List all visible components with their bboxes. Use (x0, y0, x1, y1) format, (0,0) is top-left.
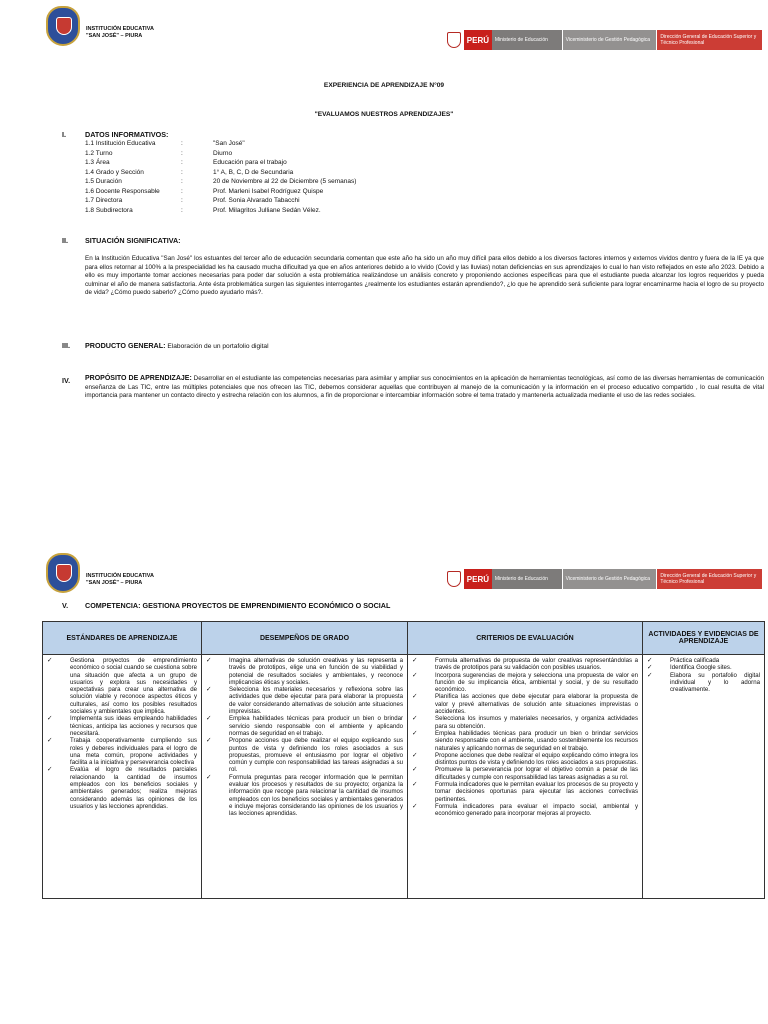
list-item: ✓ Formula indicadores para evaluar el impacto social, ambiental y económico generado para incorporar mejoras al proyecto. (412, 803, 638, 818)
info-key: 1.6 Docente Responsable (85, 187, 160, 195)
table-header-row (43, 622, 765, 655)
info-key: 1.5 Duración (85, 178, 122, 185)
minedu-banner (444, 30, 762, 50)
info-value: "San José" (213, 140, 245, 147)
section-3-number: III. (62, 341, 70, 350)
info-value: Prof. Sonia Alvarado Tabacchi (213, 197, 300, 204)
list-item: ✓ Formula preguntas para recoger información que le permitan evaluar los procesos y resultados de su proyecto; organiza la información que recoge para relacionar la cantidad de insumos empleados con los beneficios sociales y ambientales generados e incluye mejoras considerando las opiniones de los usuarios y las lecciones aprendidas. (206, 774, 403, 818)
section-5-number: V. (62, 601, 69, 610)
info-value: 1° A, B, C, D de Secundaria (213, 168, 294, 176)
list-item: ✓ Incorpora sugerencias de mejora y selecciona una propuesta de valor en función de su implicancia ética, ambiental y social, y de su resultado económico. (412, 672, 638, 694)
header-actividades: ACTIVIDADES Y EVIDENCIAS DE APRENDIZAJE (643, 622, 765, 655)
desempenos-cell (202, 655, 408, 899)
situacion-text: En la Institución Educativa "San José" los estuantes del tercer año de educación secundaria comentan que este año ha sido un año muy difícil para ellos debido a los diversos factores internos y externos vividos dentro y fuera de la IE ya que para ellos retornar al 100% a la prespecialidad les ha causado mucha dificultad ya que en años anteriores debido a lo vivido (Covid y las lluvias) notan deficiencias en sus aprendizajes lo cual lo han visto reflejados en este año 2023. Debido a ello es muy importante tomar acciones necesarias para poder dar solución a esta problemática realizándose un análisis concreto y proponiendo acciones específicas para que el estudiante pueda alcanzar los logros requeridos y pueda culminar el año de manera satisfactoria. Ante ésta problemática surgen las siguientes interrogantes ¿realmente los estudiantes estarán aprendiendo?, ¿lo que he aprendido será suficiente para lograr encaminarme hacia el logro de su proyecto de vida? ¿Cómo puedo saberlo? ¿Cómo puedo ayudarlo más?. (85, 255, 764, 296)
document-title: EXPERIENCIA DE APRENDIZAJE N°09 (323, 82, 445, 89)
peru-shield-icon (444, 569, 464, 589)
viceministry-label: Viceministerio de Gestión Pedagógica (563, 569, 657, 589)
direction-label: Dirección General de Educación Superior y Técnico Profesional (657, 569, 762, 589)
section-2-title: SITUACIÓN SIGNIFICATIVA: (85, 236, 181, 245)
info-value: Diurno (213, 149, 233, 157)
info-key: 1.4 Grado y Sección (85, 168, 144, 176)
document-subtitle: "EVALUAMOS NUESTROS APRENDIZAJES" (314, 111, 454, 118)
header-desempenos: DESEMPEÑOS DE GRADO (202, 622, 408, 655)
estandares-list (47, 657, 197, 810)
info-separator: : (181, 168, 183, 176)
minedu-banner (444, 569, 762, 589)
school-name: INSTITUCIÓN EDUCATIVA "SAN JOSÉ" – PIURA (86, 26, 154, 39)
section-1-number: I. (62, 130, 66, 139)
actividades-list (647, 657, 760, 693)
section-5-title: COMPETENCIA: GESTIONA PROYECTOS DE EMPRENDIMIENTO ECONÓMICO O SOCIAL (85, 601, 391, 610)
list-item: ✓ Evalúa el logro de resultados parciales relacionando la cantidad de insumos empleados con los beneficios sociales y ambientales generados; realiza mejoras considerando además las opiniones de los usuarios y las lecciones aprendidas. (47, 766, 197, 810)
page-header-1 (0, 0, 768, 48)
header-criterios: CRITERIOS DE EVALUACIÓN (408, 622, 643, 655)
info-separator: : (181, 206, 183, 214)
producto-general: PRODUCTO GENERAL: Elaboración de un portafolio digital (85, 341, 269, 350)
list-item: ✓ Formula indicadores que le permitan evaluar los procesos de su proyecto y tomar decisiones oportunas para ejecutar las acciones correctivas pertinentes. (412, 781, 638, 803)
info-value: 20 de Noviembre al 22 de Diciembre (5 semanas) (213, 178, 357, 185)
peru-shield-icon (444, 30, 464, 50)
peru-label: PERÚ (464, 30, 492, 50)
info-separator: : (181, 149, 183, 157)
page-header-2 (0, 547, 768, 595)
list-item: ✓ Selecciona los insumos y materiales necesarios, y organiza actividades para su obtención. (412, 715, 638, 730)
list-item: ✓ Emplea habilidades técnicas para producir un bien o brindar servicio siendo responsable con el ambiente y aplicando normas de seguridad en el trabajo. (206, 715, 403, 737)
criterios-list (412, 657, 638, 818)
school-crest-icon (46, 6, 80, 46)
info-value: Prof. Milagritos Julliane Sedán Vélez. (213, 206, 321, 214)
desempenos-list (206, 657, 403, 818)
table-row (43, 655, 765, 899)
ministry-label: Ministerio de Educación (492, 569, 562, 589)
info-key: 1.7 Directora (85, 197, 123, 204)
info-key: 1.2 Turno (85, 149, 113, 157)
info-key: 1.8 Subdirectora (85, 206, 133, 214)
list-item: ✓ Promueve la perseverancia por lograr el objetivo común a pesar de las dificultades y cumple con responsabilidad las tareas asignadas a su rol. (412, 766, 638, 781)
info-separator: : (181, 178, 183, 185)
peru-label: PERÚ (464, 569, 492, 589)
criterios-cell (408, 655, 643, 899)
info-separator: : (181, 159, 183, 166)
list-item: ✓ Trabaja cooperativamente cumpliendo sus roles y deberes individuales para el logro de una meta común, propone actividades y facilita a la iniciativa y perseverancia colectiva (47, 737, 197, 766)
info-value: Educación para el trabajo (213, 159, 287, 166)
list-item: ✓ Práctica calificada (647, 657, 760, 664)
header-estandares: ESTÁNDARES DE APRENDIZAJE (43, 622, 202, 655)
list-item: ✓ Propone acciones que debe realizar el equipo explicando sus puntos de vista y definiendo los roles asociados a sus propuestas, promueve el entusiasmo por lograr el objetivo común y cumple con responsabilidad las tareas asignadas a su rol. (206, 737, 403, 773)
info-value: Prof. Marleni Isabel Rodríguez Quispe (213, 187, 324, 195)
list-item: ✓ Imagina alternativas de solución creativas y las representa a través de prototipos, elige una en función de su viabilidad y potencial de resultados sociales y ambientales, y reconoce implicancias éticas y sociales. (206, 657, 403, 686)
list-item: ✓ Identifica Google sites. (647, 664, 760, 671)
list-item: ✓ Selecciona los materiales necesarios y reflexiona sobre las actividades que debe ejecutar para para elaborar la propuesta de valor considerando alternativas de solución ante situaciones imprevistas. (206, 686, 403, 715)
actividades-cell (643, 655, 765, 899)
list-item: ✓ Propone acciones que debe realizar el equipo explicando cómo integra los distintos puntos de vista y definiendo los roles asociados a sus propuestas. (412, 752, 638, 767)
list-item: ✓ Implementa sus ideas empleando habilidades técnicas, anticipa las acciones y recursos que necesitará. (47, 715, 197, 737)
viceministry-label: Viceministerio de Gestión Pedagógica (563, 30, 657, 50)
list-item: ✓ Emplea habilidades técnicas para producir un bien o brindar servicios siendo responsable con el ambiente, usando sosteniblemente los recursos naturales y aplicando normas de seguridad en el trabajo. (412, 730, 638, 752)
proposito-text: PROPÓSITO DE APRENDIZAJE: Desarrollar en el estudiante las competencias necesarias para asimilar y ampliar sus conocimientos en la aplicación de herramientas tecnológicas, así como de las diversas herramientas de comunicación enseñanza de Las TIC, entre las múltiples potenciales que nos ofrecen las TIC, debemos considerar aquellas que contribuyen al manejo de la comunicación y la información en el proceso educativo compartido , lo cual resulta de vital importancia para mantener un contacto directo y estrecha relación con los alumnos, a fin de proporcionar e intercambiar información sobre el tema tratado y mantenerla actualizada mediante el uso de las redes sociales. (85, 375, 765, 399)
school-name: INSTITUCIÓN EDUCATIVA "SAN JOSÉ" – PIURA (86, 573, 154, 586)
info-key: 1.1 Institución Educativa (85, 140, 156, 147)
list-item: ✓ Planifica las acciones que debe ejecutar para elaborar la propuesta de valor y prevé alternativas de solución ante situaciones imprevistas o accidentes. (412, 693, 638, 715)
list-item: ✓ Elabora su portafolio digital individual y lo adorna creativamente. (647, 672, 760, 694)
info-separator: : (181, 187, 183, 195)
section-1-title: DATOS INFORMATIVOS: (85, 130, 169, 139)
info-separator: : (181, 197, 183, 204)
section-2-number: II. (62, 236, 68, 245)
direction-label: Dirección General de Educación Superior y Técnico Profesional (657, 30, 762, 50)
info-separator: : (181, 140, 183, 147)
list-item: ✓ Gestiona proyectos de emprendimiento económico o social cuando se cuestiona sobre una situación que afecta a un grupo de usuarios y explora sus necesidades y expectativas para crear una alternativa de solución viable y reconoce aspectos éticos y culturales, así como los posibles resultados sociales y ambientales que implica. (47, 657, 197, 715)
info-key: 1.3 Área (85, 159, 110, 166)
school-crest-icon (46, 553, 80, 593)
section-4-number: IV. (62, 376, 71, 385)
competencia-table (42, 621, 765, 899)
list-item: ✓ Formula alternativas de propuesta de valor creativas representándolas a través de prototipos para su validación con posibles usuarios. (412, 657, 638, 672)
estandares-cell (43, 655, 202, 899)
ministry-label: Ministerio de Educación (492, 30, 562, 50)
